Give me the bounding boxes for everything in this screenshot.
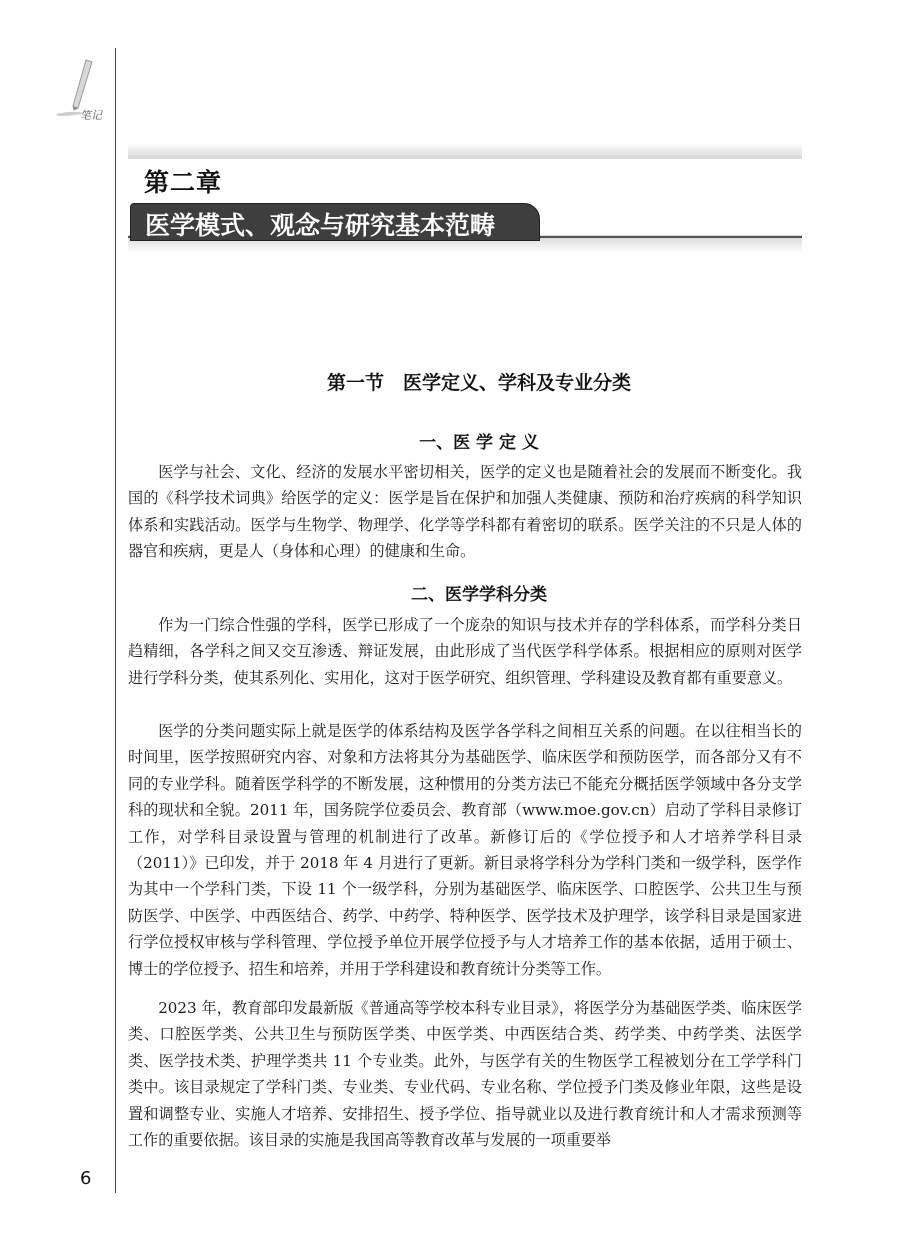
paragraph: 作为一门综合性强的学科，医学已形成了一个庞杂的知识与技术并存的学科体系，而学科分类日趋精细，各学科之间又交互渗透、辩证发展，由此形成了当代医学科学体系。根据相应的原则对医学进行学科分类，使其系列化、实用化，这对于医学研究、组织管理、学科建设及教育都有重要意义。 — [128, 616, 802, 687]
paragraph: 医学的分类问题实际上就是医学的体系结构及医学各学科之间相互关系的问题。在以往相当长的时间里，医学按照研究内容、对象和方法将其分为基础医学、临床医学和预防医学，而各部分又有不同的专业学科。随着医学科学的不断发展，这种惯用的分类方法已不能充分概括医学领域中各分支学科的现状和全貌。2011 年，国务院学位委员会、教育部（www.moe.gov.cn）启动了学科目录修订工作，对学科目录设置与管理的机制进行了改革。新修订后的《学位授予和人才培养学科目录（2011）》已印发，并于 2018 年 4 月进行了更新。新目录将学科分为学科门类和一级学科，医学作为其中一个学科门类，下设 11 个一级学科，分别为基础医学、临床医学、口腔医学、公共卫生与预防医学、中医学、中西医结合、药学、中药学、特种医学、医学技术及护理学，该学科目录是国家进行学位授权审核与学科管理、学位授予单位开展学位授予与人才培养工作的基本依据，适用于硕士、博士的学位授予、招生和培养，并用于学科建设和教育统计分类等工作。 — [128, 722, 802, 978]
margin-rule — [115, 48, 116, 1193]
chapter-number: 第二章 — [144, 168, 223, 197]
section-heading: 第一节 医学定义、学科及专业分类 — [326, 372, 631, 394]
chapter-title-box — [130, 203, 540, 241]
chapter-header — [128, 143, 802, 253]
page-number: 6 — [80, 1168, 92, 1189]
paragraph: 2023 年，教育部印发最新版《普通高等学校本科专业目录》，将医学分为基础医学类、临床医学类、口腔医学类、公共卫生与预防医学类、中医学类、中西医结合类、药学类、中药学类、法医学类、医学技术类、护理学类共 11 个专业类。此外，与医学有关的生物医学工程被划分在工学学科门类中。该目录规定了学科门类、专业类、专业代码、专业名称、学位授予门类及修业年限，这些是设置和调整专业、实施人才培养、安排招生、授予学位、指导就业以及进行教育统计和人才需求预测等工作的重要依据。该目录的实施是我国高等教育改革与发展的一项重要举 — [128, 999, 802, 1150]
margin-note-label: 笔记 — [80, 109, 102, 122]
subsection-heading: 二、医学学科分类 — [411, 585, 547, 605]
subsection-heading: 一、医 学 定 义 — [419, 433, 539, 453]
header-band-top — [128, 143, 802, 159]
paragraph: 医学与社会、文化、经济的发展水平密切相关，医学的定义也是随着社会的发展而不断变化。我国的《科学技术词典》给医学的定义：医学是旨在保护和加强人类健康、预防和治疗疾病的科学知识体系和实践活动。医学与生物学、物理学、化学等学科都有着密切的联系。医学关注的不只是人体的器官和疾病，更是人（身体和心理）的健康和生命。 — [128, 463, 802, 561]
chapter-title: 医学模式、观念与研究基本范畴 — [145, 211, 496, 240]
